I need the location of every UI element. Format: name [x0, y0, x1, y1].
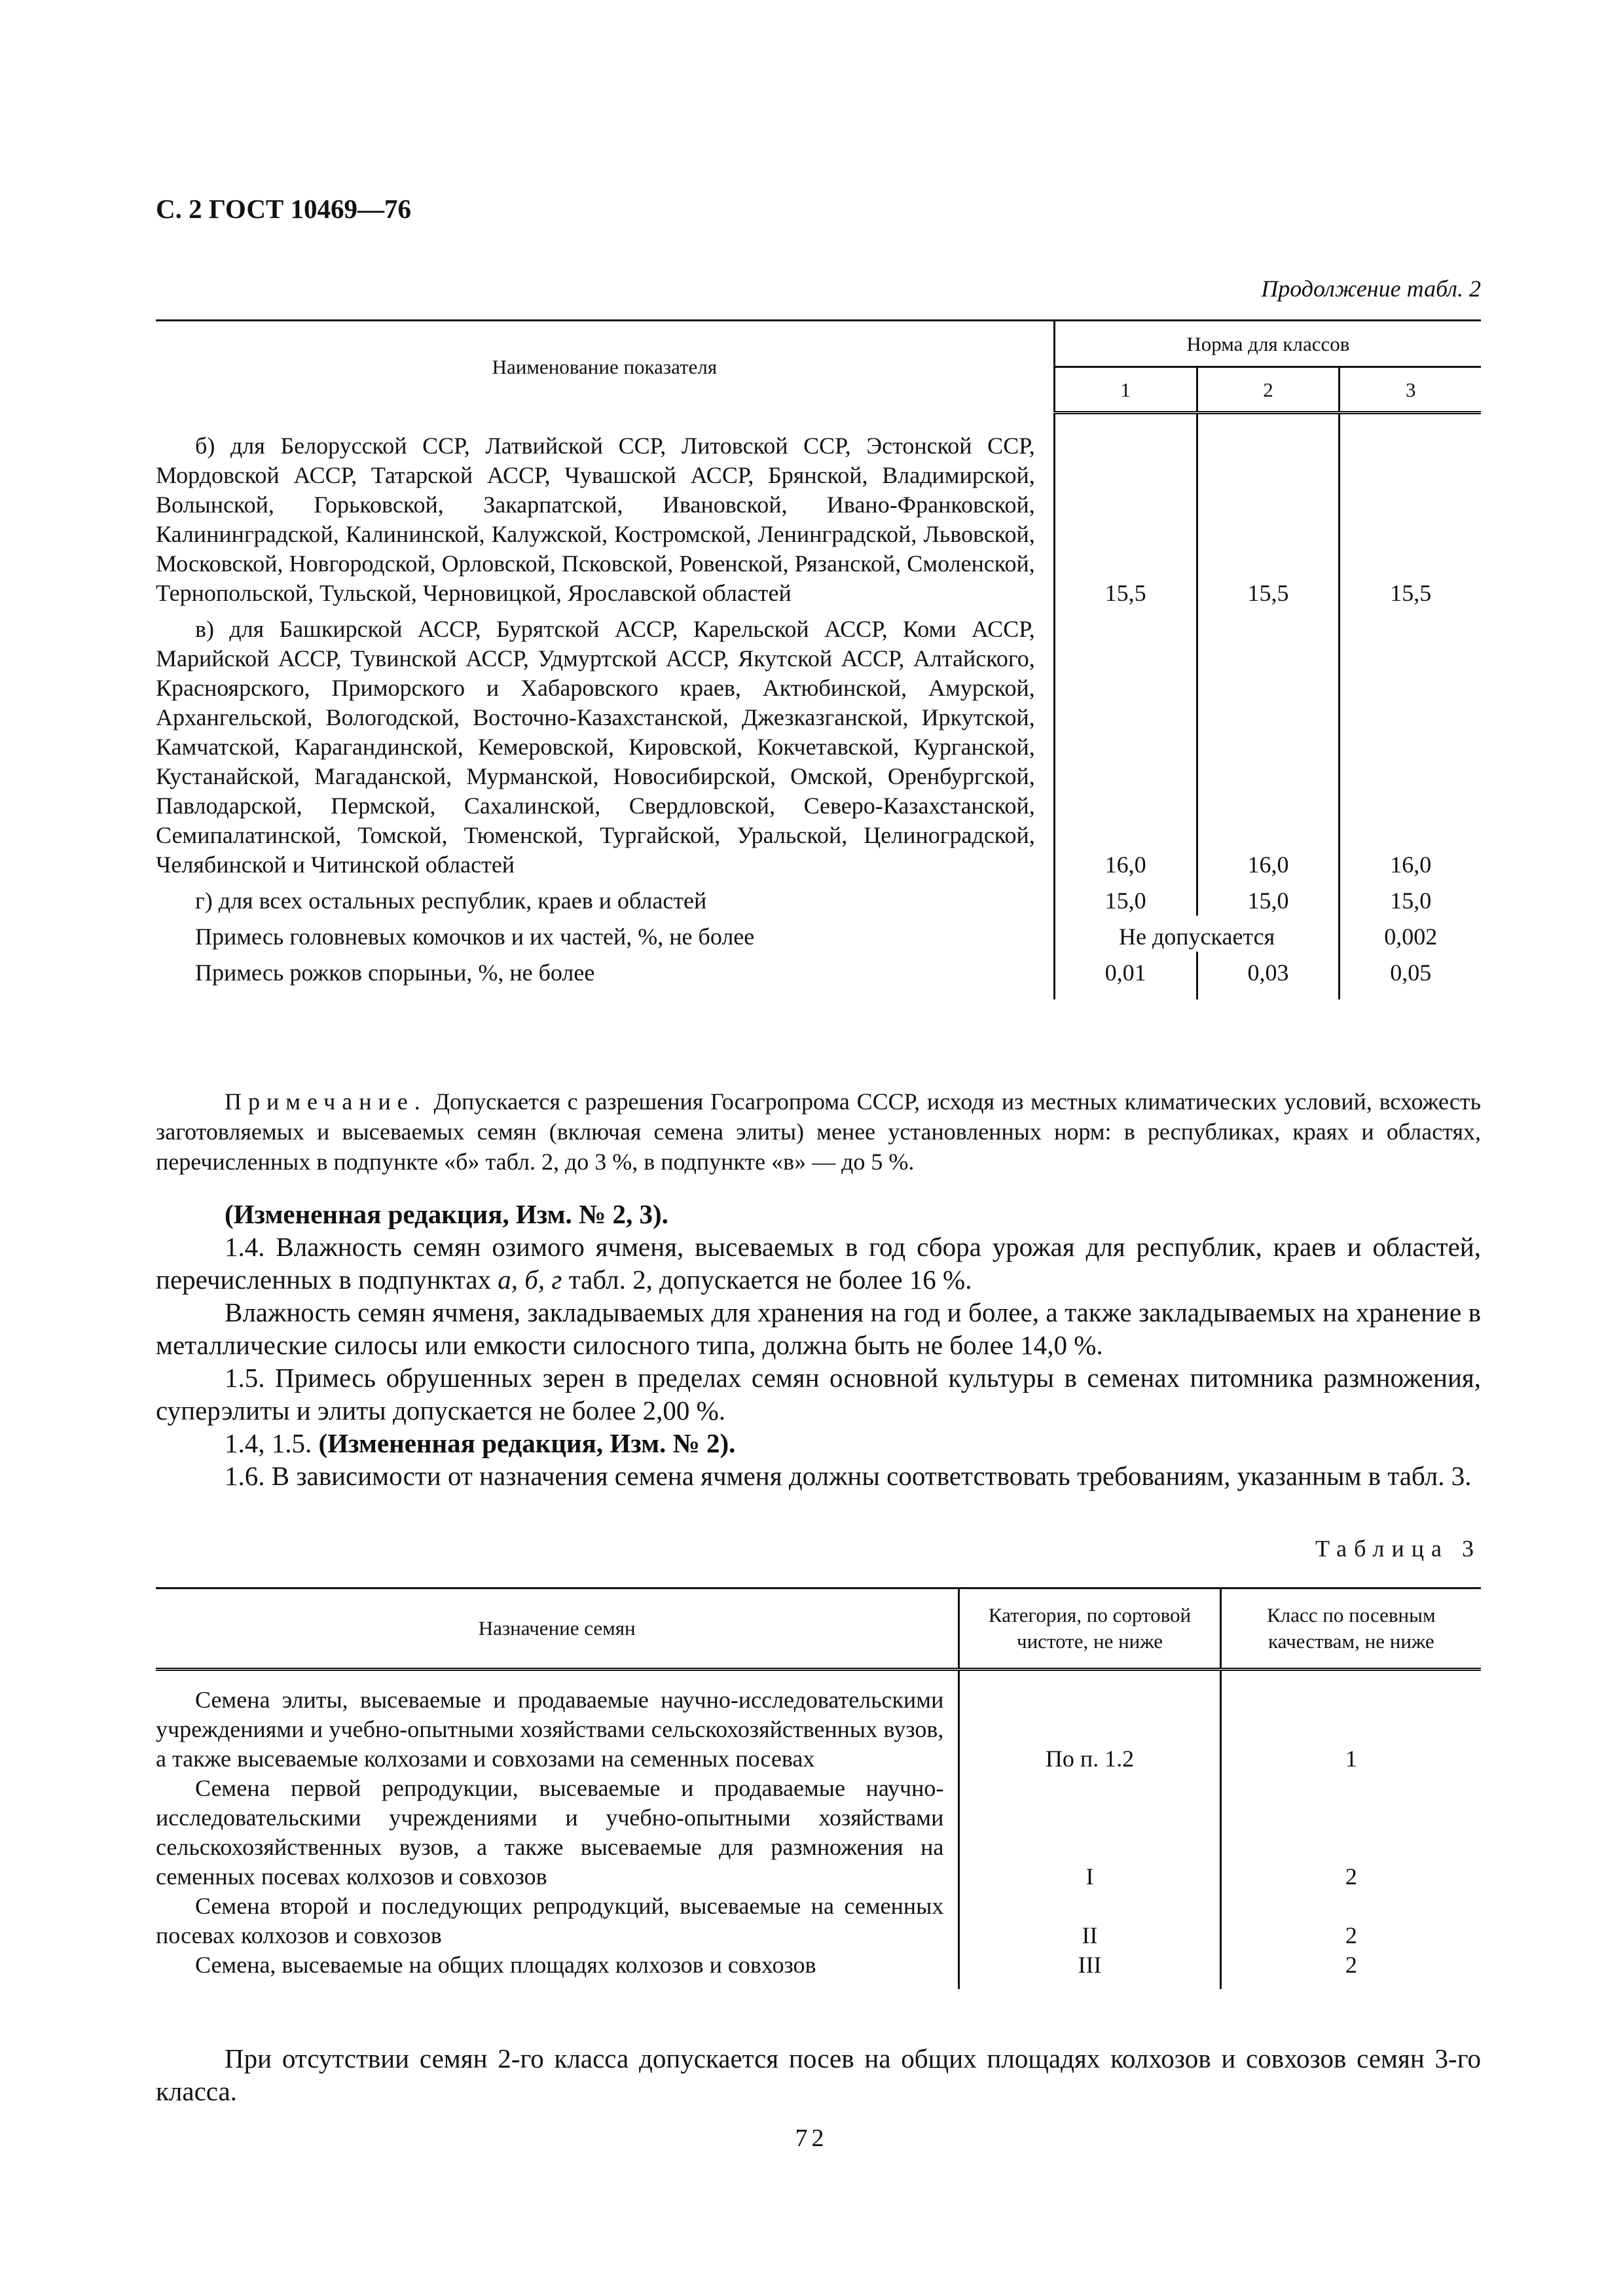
cell-value: 0,01 — [1054, 952, 1197, 999]
cell-value: 0,03 — [1197, 952, 1340, 999]
amendment-note: 1.4, 1.5. (Измененная редакция, Изм. № 2). — [225, 1428, 736, 1458]
paragraph-1-5: 1.5. Примесь обрушенных зерен в пределах семян основной культуры в семенах питомника размножения, суперэлиты и элиты допускается не более 2,00 %. — [156, 1363, 1481, 1426]
paragraph-1-4-storage: Влажность семян ячменя, закладываемых для хранения на год и более, а также закладываемых на хранение в металлические силосы или емкости силосного типа, должна быть не более 14,0 %. — [156, 1297, 1481, 1360]
page-header: С. 2 ГОСТ 10469—76 — [156, 194, 412, 224]
cell-value: 2 — [1220, 1774, 1481, 1892]
page-number: 72 — [795, 2125, 828, 2152]
cell-value: II — [959, 1892, 1220, 1950]
note-label: Примечание. — [225, 1088, 427, 1115]
class-3-header: 3 — [1340, 367, 1481, 413]
table-row — [156, 1670, 1481, 1774]
cell-value: 0,002 — [1340, 916, 1481, 952]
cell-value: Не допускается — [1054, 916, 1340, 952]
cell-value: III — [959, 1950, 1220, 1989]
row-label: Примесь рожков спорыньи, %, не более — [195, 959, 595, 986]
row-label: в) для Башкирской АССР, Бурятской АССР, Карельской АССР, Коми АССР, Марийской АССР, Тувинской АССР, Удмуртской АССР, Якутской АССР, Алтайского, Красноярского, Приморского и Хабаровского краев, Актюбинской, Амурской, Архангельской, Вологодской, Восточно-Казахстанской, Джезказганской, Иркутской, Камчатской, Карагандинской, Кемеровской, Кировской, Кокчетавской, Курганской, Кустанайской, Магаданской, Мурманской, Новосибирской, Омской, Оренбургской, Павлодарской, Пермской, Сахалинской, Свердловской, Северо-Казахстанской, Семипалатинской, Томской, Тюменской, Тургайской, Уральской, Целиноградской, Челябинской и Читинской областей — [156, 615, 1035, 878]
cell-value: 2 — [1220, 1892, 1481, 1950]
cell-value: 15,0 — [1340, 880, 1481, 916]
row-label: Семена второй и последующих репродукций, высеваемые на семенных посевах колхозов и совхозов — [156, 1893, 944, 1948]
row-label: Семена элиты, высеваемые и продаваемые научно-исследовательскими учреждениями и учебно-опытными хозяйствами сельскохозяйственных вузов, а также высеваемые колхозами и совхозами на семенных посевах — [156, 1687, 944, 1772]
cell-value: I — [959, 1774, 1220, 1892]
table-row — [156, 880, 1481, 916]
column-header-category: Категория, по сортовой чистоте, не ниже — [959, 1588, 1220, 1670]
cell-value: 15,5 — [1054, 413, 1197, 608]
row-label: Семена, высеваемые на общих площадях колхозов и совхозов — [195, 1952, 816, 1978]
cell-value: 15,0 — [1197, 880, 1340, 916]
seed-purpose-table — [156, 1587, 1481, 1989]
paragraph-1-4: 1.4. Влажность семян озимого ячменя, высеваемых в год сбора урожая для республик, краев и областей, перечисленных в подпунктах а, б, г табл. 2, допускается не более 16 %. — [156, 1232, 1481, 1295]
column-group-header: Норма для классов — [1054, 321, 1481, 367]
column-header-purpose: Назначение семян — [156, 1588, 959, 1670]
row-label: Семена первой репродукции, высеваемые и продаваемые научно-исследовательскими учреждениями и учебно-опытными хозяйствами сельскохозяйственных вузов, а также высеваемые для размножения на семенных посевах колхозов и совхозов — [156, 1775, 944, 1890]
table-row — [156, 1774, 1481, 1892]
cell-value: 1 — [1220, 1670, 1481, 1774]
table-row — [156, 916, 1481, 952]
cell-value: 15,0 — [1054, 880, 1197, 916]
table-note — [156, 1086, 1481, 1177]
column-header-indicator: Наименование показателя — [492, 355, 718, 379]
cell-value: 2 — [1220, 1950, 1481, 1989]
table-row — [156, 413, 1481, 608]
row-label: б) для Белорусской ССР, Латвийской ССР, Литовской ССР, Эстонской ССР, Мордовской АССР, Татарской АССР, Чувашской АССР, Брянской, Владимирской, Волынской, Горьковской, Закарпатской, Ивановской, Ивано-Франковской, Калининградской, Калининской, Калужской, Костромской, Ленинградской, Львовской, Московской, Новгородской, Орловской, Псковской, Ровенской, Рязанской, Смоленской, Тернопольской, Тульской, Черновицкой, Ярославской областей — [156, 432, 1035, 606]
table-row — [156, 952, 1481, 999]
table-row — [156, 608, 1481, 880]
table-row — [156, 1892, 1481, 1950]
class-2-header: 2 — [1197, 367, 1340, 413]
closing-paragraph: При отсутствии семян 2-го класса допускается посев на общих площадях колхозов и совхозов семян 3-го класса. — [156, 2043, 1481, 2106]
table-continuation-caption: Продолжение табл. 2 — [1261, 276, 1481, 302]
paragraph-1-6: 1.6. В зависимости от назначения семена ячменя должны соответствовать требованиям, указанным в табл. 3. — [225, 1461, 1472, 1491]
cell-value: 15,5 — [1197, 413, 1340, 608]
note-text: Допускается с разрешения Госагропрома СССР, исходя из местных климатических условий, всхожесть заготовляемых и высеваемых семян (включая семена элиты) менее установленных норм: в республиках, краях и областях, перечисленных в подпункте «б» табл. 2, до 3 %, в подпункте «в» — до 5 %. — [156, 1088, 1482, 1175]
cell-value: 15,5 — [1340, 413, 1481, 608]
cell-value: 0,05 — [1340, 952, 1481, 999]
row-label: г) для всех остальных республик, краев и областей — [195, 887, 707, 914]
quality-norms-table — [156, 319, 1481, 999]
cell-value: 16,0 — [1197, 608, 1340, 880]
cell-value: 16,0 — [1340, 608, 1481, 880]
cell-value: 16,0 — [1054, 608, 1197, 880]
row-label: Примесь головневых комочков и их частей, %, не более — [195, 923, 755, 950]
body-text — [156, 1198, 1481, 1492]
table-row — [156, 1950, 1481, 1989]
amendment-note: (Измененная редакция, Изм. № 2, 3). — [225, 1199, 668, 1229]
cell-value: По п. 1.2 — [959, 1670, 1220, 1774]
table-3-caption: Таблица 3 — [1315, 1535, 1481, 1562]
class-1-header: 1 — [1054, 367, 1197, 413]
column-header-class: Класс по посевным качествам, не ниже — [1220, 1588, 1481, 1670]
